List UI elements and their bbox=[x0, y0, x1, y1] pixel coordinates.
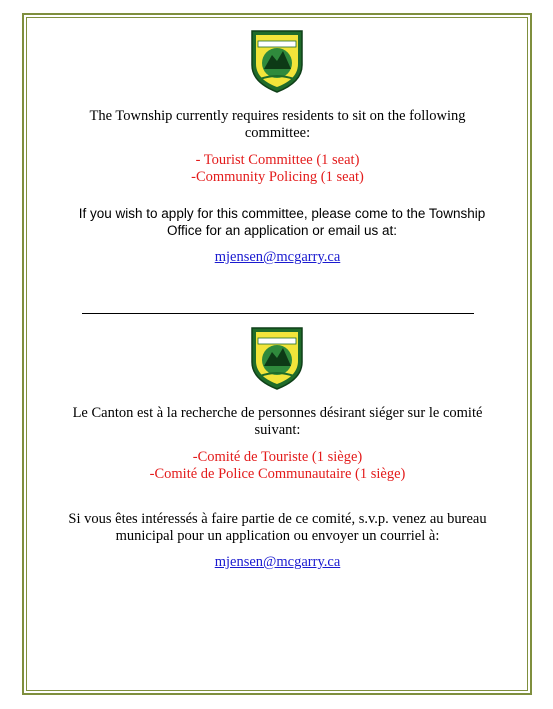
english-intro-text: The Township currently requires residents to sit on the following committee: bbox=[89, 108, 466, 141]
french-apply-text: Si vous êtes intéressés à faire partie de ce comité, s.v.p. venez au bureau municipal pour un application ou envoyer un courriel à: bbox=[68, 511, 487, 544]
french-committee-policing: -Comité de Police Communautaire (1 siège) bbox=[149, 466, 406, 482]
french-email-link[interactable]: mjensen@mcgarry.ca bbox=[214, 554, 341, 570]
english-email-link[interactable]: mjensen@mcgarry.ca bbox=[214, 249, 341, 265]
township-crest-logo bbox=[250, 29, 304, 93]
english-committee-tourist: - Tourist Committee (1 seat) bbox=[195, 152, 360, 168]
french-intro-text: Le Canton est à la recherche de personnes désirant siéger sur le comité suivant: bbox=[72, 405, 483, 438]
english-apply-text: If you wish to apply for this committee, please come to the Township Office for an application or email us at: bbox=[78, 206, 486, 238]
english-committee-policing: -Community Policing (1 seat) bbox=[191, 169, 364, 185]
section-divider bbox=[82, 313, 474, 314]
french-committee-tourist: -Comité de Touriste (1 siège) bbox=[192, 449, 363, 465]
township-crest-logo bbox=[250, 326, 304, 390]
